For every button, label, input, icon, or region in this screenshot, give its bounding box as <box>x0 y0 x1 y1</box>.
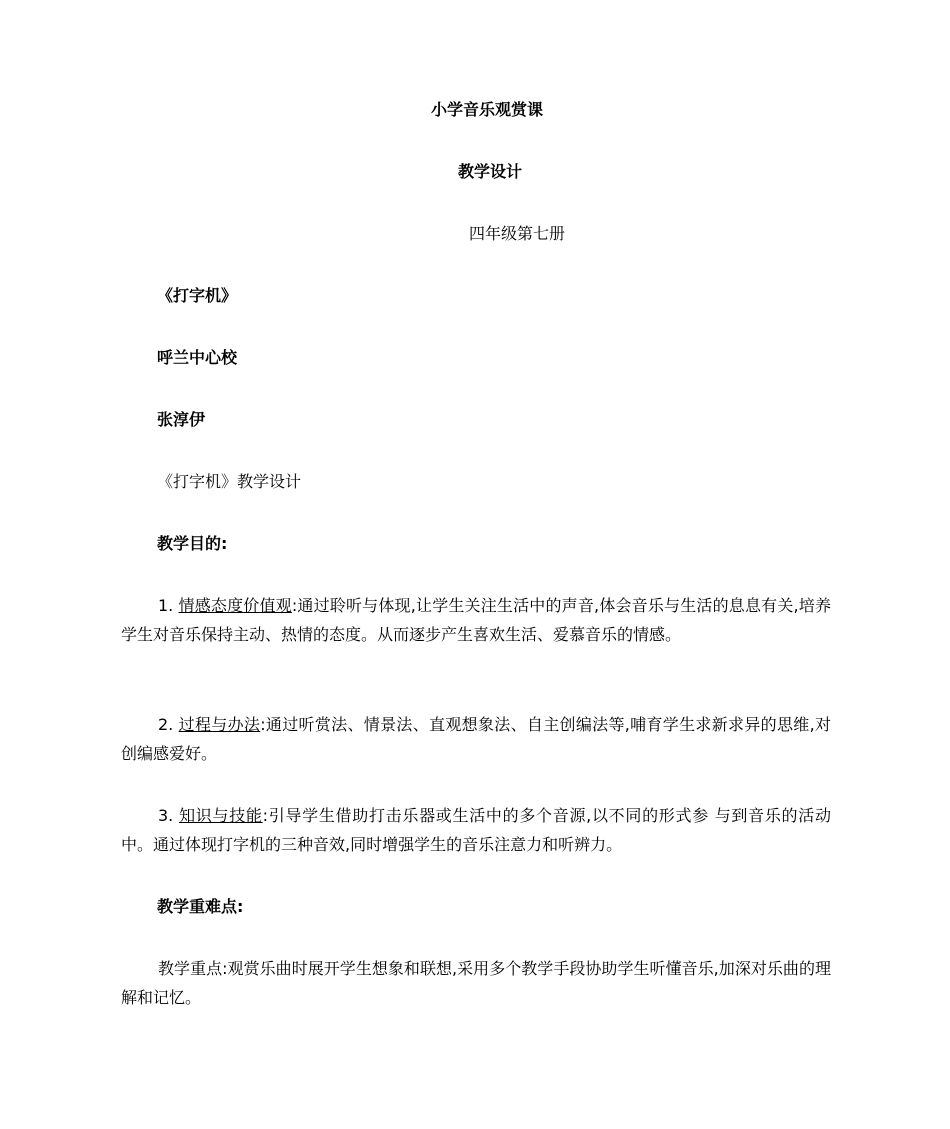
grade-label: 四年级第七册 <box>469 224 566 243</box>
objective-label: 过程与办法 <box>178 715 261 734</box>
objective-text: :通过聆听与体现,让学生关注生活中的声音,体会音乐与生活的息息有关,培养学生对音乐保持主动、热情的态度。从而逐步产生喜欢生活、爱慕音乐的情感。 <box>121 596 831 644</box>
objective-item <box>121 592 831 649</box>
objective-item <box>121 711 831 768</box>
document-subtitle: 教学设计 <box>458 162 523 181</box>
author-name: 张淳伊 <box>157 410 206 429</box>
objective-text: :引导学生借助打击乐器或生活中的多个音源,以不同的形式参 与到音乐的活动中。通过体现打字机的三种音效,同时增强学生的音乐注意力和听辨力。 <box>121 806 831 854</box>
key-points-heading: 教学重难点: <box>157 897 244 916</box>
lesson-title: 《打字机》 <box>157 286 238 305</box>
objectives-heading: 教学目的: <box>157 534 228 553</box>
objective-label: 情感态度价值观 <box>178 596 292 615</box>
objective-label: 知识与技能 <box>179 806 263 825</box>
objective-text: :通过听赏法、情景法、直观想象法、自主创编法等,哺育学生求新求异的思维,对创编感爱好。 <box>121 715 831 763</box>
objective-number: 2. <box>158 715 174 734</box>
objective-number: 1. <box>158 596 174 615</box>
document-title: 小学音乐观赏课 <box>431 100 544 119</box>
objective-item <box>121 802 831 859</box>
key-points-text: 教学重点:观赏乐曲时展开学生想象和联想,采用多个教学手段协助学生听懂音乐,加深对乐曲的理解和记忆。 <box>121 959 831 1007</box>
school-name: 呼兰中心校 <box>157 348 238 367</box>
doc-heading: 《打字机》教学设计 <box>157 472 302 491</box>
objective-number: 3. <box>158 806 174 825</box>
